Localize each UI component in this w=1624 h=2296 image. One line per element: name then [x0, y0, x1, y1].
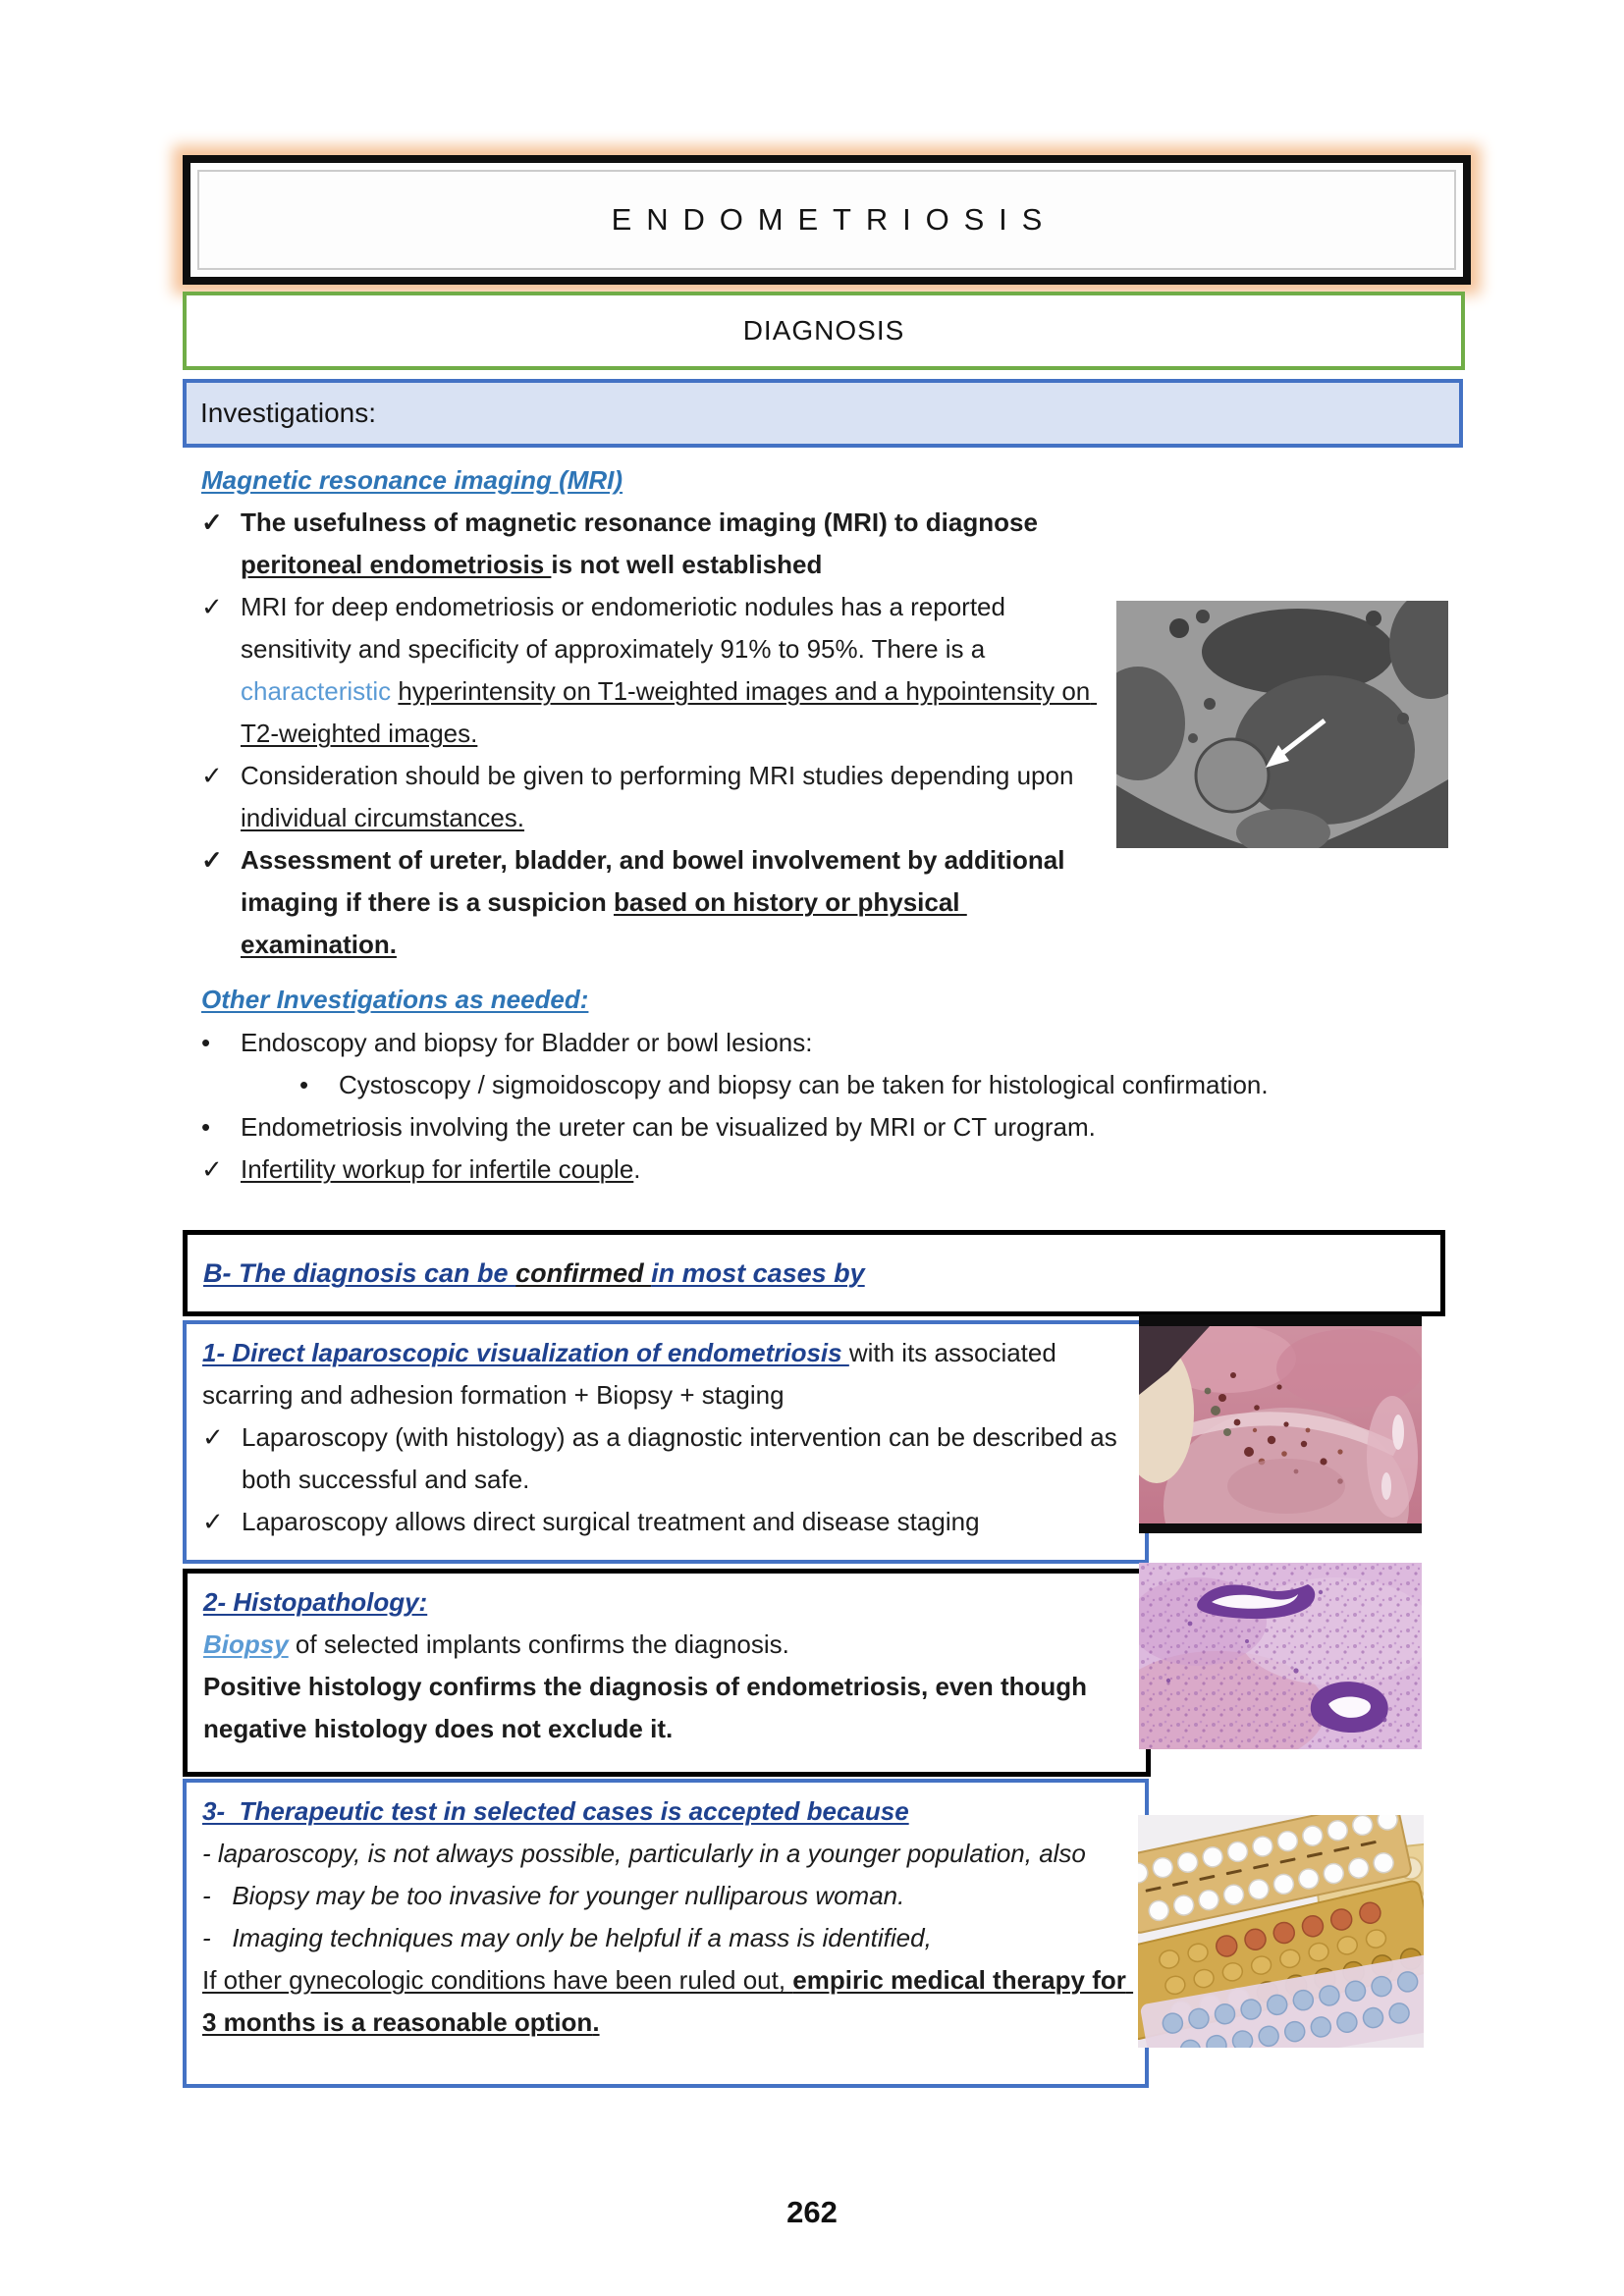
text-segment: - Imaging techniques may only be helpful if a mass is identified, — [202, 1923, 932, 1952]
text-segment: MRI for deep endometriosis or endomeriotic nodules has a reported sensitivity and specificity of approximately 91% to 95%. There is a — [241, 592, 1013, 664]
list-item-text — [241, 1148, 1537, 1191]
list-item-text — [241, 755, 1105, 839]
list-item — [201, 755, 1105, 839]
text-segment: 1- Direct laparoscopic visualization of endometriosis — [202, 1338, 849, 1367]
list-item-text — [242, 1416, 1129, 1501]
mri-bullet-list — [201, 502, 1105, 966]
laparoscopy-bullet-list — [202, 1416, 1129, 1543]
check-marker: ✓ — [202, 1507, 224, 1536]
text-segment: confirmed — [515, 1257, 652, 1288]
text-segment: 2- Histopathology: — [203, 1587, 428, 1617]
list-item-text — [241, 839, 1105, 966]
list-item — [201, 839, 1105, 966]
list-item-text — [241, 502, 1105, 586]
text-segment: peritoneal endometriosis — [241, 550, 552, 579]
list-item — [299, 1064, 1537, 1106]
other-investigations-section — [201, 978, 1537, 1191]
diagnosis-section-box — [183, 292, 1465, 370]
text-segment: with its associated scarring and adhesion formation + Biopsy + staging — [202, 1338, 1064, 1410]
bullet-marker: • — [299, 1070, 309, 1099]
text-line — [203, 1666, 1130, 1750]
check-marker: ✓ — [202, 1422, 224, 1452]
histology-image — [1139, 1563, 1422, 1749]
text-segment: Biopsy — [203, 1629, 289, 1659]
bullet-marker: • — [201, 1028, 211, 1057]
text-segment: If other gynecologic conditions have been ruled out, — [202, 1965, 793, 1995]
text-segment: empiric medical therapy for 3 months is a reasonable option — [202, 1965, 1134, 2037]
laparoscopy-graphic — [1139, 1314, 1422, 1533]
text-segment: Infertility workup for infertile couple — [241, 1154, 634, 1184]
page-title: ENDOMETRIOSIS — [611, 202, 1057, 237]
text-segment: - Biopsy may be too invasive for younger nulliparous woman. — [202, 1881, 905, 1910]
laparoscopy-box — [183, 1320, 1149, 1564]
list-item-text — [241, 586, 1105, 755]
text-segment: of selected implants confirms the diagnosis. — [288, 1629, 789, 1659]
text-line — [203, 1624, 1130, 1666]
check-marker: ✓ — [201, 592, 223, 621]
check-marker: ✓ — [201, 761, 223, 790]
list-item — [202, 1501, 1129, 1543]
mri-section — [201, 459, 1105, 966]
therapeutic-test-box — [183, 1779, 1149, 2088]
pill-packs-image — [1138, 1815, 1424, 2048]
confirmation-header-box — [183, 1230, 1445, 1316]
other-investigations-heading: Other Investigations as needed: — [201, 985, 589, 1014]
check-marker: ✓ — [201, 507, 223, 537]
text-segment: Endometriosis involving the ureter can be visualized by MRI or CT urogram. — [241, 1112, 1096, 1142]
text-segment: 3- Therapeutic test in selected cases is accepted because — [202, 1796, 909, 1826]
text-segment: The usefulness of magnetic resonance imaging (MRI) to diagnose — [241, 507, 1046, 537]
text-segment: Laparoscopy allows direct surgical treatment and disease staging — [242, 1507, 980, 1536]
check-marker: ✓ — [201, 845, 223, 875]
text-segment: Cystoscopy / sigmoidoscopy and biopsy can be taken for histological confirmation. — [339, 1070, 1269, 1099]
text-segment: individual circumstances. — [241, 803, 525, 832]
laparoscopy-paragraph — [202, 1332, 1129, 1416]
list-item-text — [339, 1064, 1537, 1106]
list-item — [201, 586, 1105, 755]
text-segment: hyperintensity on T1-weighted images and a hypointensity on T2-weighted images. — [241, 676, 1097, 748]
section-title: DIAGNOSIS — [742, 315, 905, 346]
list-item-text — [241, 1106, 1537, 1148]
text-segment: . — [592, 2007, 600, 2037]
other-investigations-list — [201, 1022, 1537, 1191]
histopathology-box — [183, 1569, 1151, 1777]
text-segment: Laparoscopy (with histology) as a diagnostic intervention can be described as both successful and safe. — [242, 1422, 1124, 1494]
text-segment: in most cases by — [651, 1257, 865, 1288]
laparoscopy-image — [1139, 1314, 1422, 1533]
therapeutic-test-lines — [202, 1833, 1134, 2044]
text-segment: Assessment of ureter, bladder, and bowel involvement by additional imaging if there is a suspicion — [241, 845, 1072, 917]
text-segment: characteristic — [241, 676, 392, 706]
histology-graphic — [1139, 1563, 1422, 1749]
list-item — [201, 1106, 1537, 1148]
text-segment: Consideration should be given to performing MRI studies depending upon — [241, 761, 1081, 790]
therapeutic-test-heading — [202, 1790, 1129, 1833]
text-segment: - laparoscopy, is not always possible, particularly in a younger population, also — [202, 1839, 1086, 1868]
histopathology-heading — [203, 1581, 1130, 1624]
text-segment: Endoscopy and biopsy for Bladder or bowl lesions: — [241, 1028, 813, 1057]
text-segment: B- The diagnosis can be — [203, 1257, 516, 1288]
page-number: 262 — [786, 2195, 838, 2229]
list-item — [201, 1148, 1537, 1191]
text-segment: . — [633, 1154, 641, 1184]
subsection-title: Investigations: — [200, 398, 376, 428]
title-box — [183, 155, 1471, 285]
list-item-text — [241, 1022, 1537, 1064]
text-line — [202, 1875, 1129, 1917]
bullet-marker: • — [201, 1112, 211, 1142]
text-line — [202, 1959, 1134, 2044]
list-item — [201, 502, 1105, 586]
pill-packs-graphic — [1138, 1815, 1424, 2048]
mri-heading: Magnetic resonance imaging (MRI) — [201, 465, 623, 495]
text-segment: Positive histology confirms the diagnosis of endometriosis, even though negative histology does not exclude it. — [203, 1672, 1095, 1743]
list-item-text — [242, 1501, 1129, 1543]
list-item — [202, 1416, 1129, 1501]
text-line — [202, 1917, 1129, 1959]
list-item — [201, 1022, 1537, 1064]
pelvic-mri-graphic — [1116, 601, 1448, 848]
text-segment: is not well established — [551, 550, 823, 579]
pelvic-mri-image — [1116, 601, 1448, 848]
investigations-banner — [183, 379, 1463, 448]
confirmation-heading — [188, 1258, 865, 1289]
histopathology-lines — [203, 1624, 1130, 1750]
text-line — [202, 1833, 1129, 1875]
text-segment: based on history or physical examination. — [241, 887, 967, 959]
check-marker: ✓ — [201, 1154, 223, 1184]
